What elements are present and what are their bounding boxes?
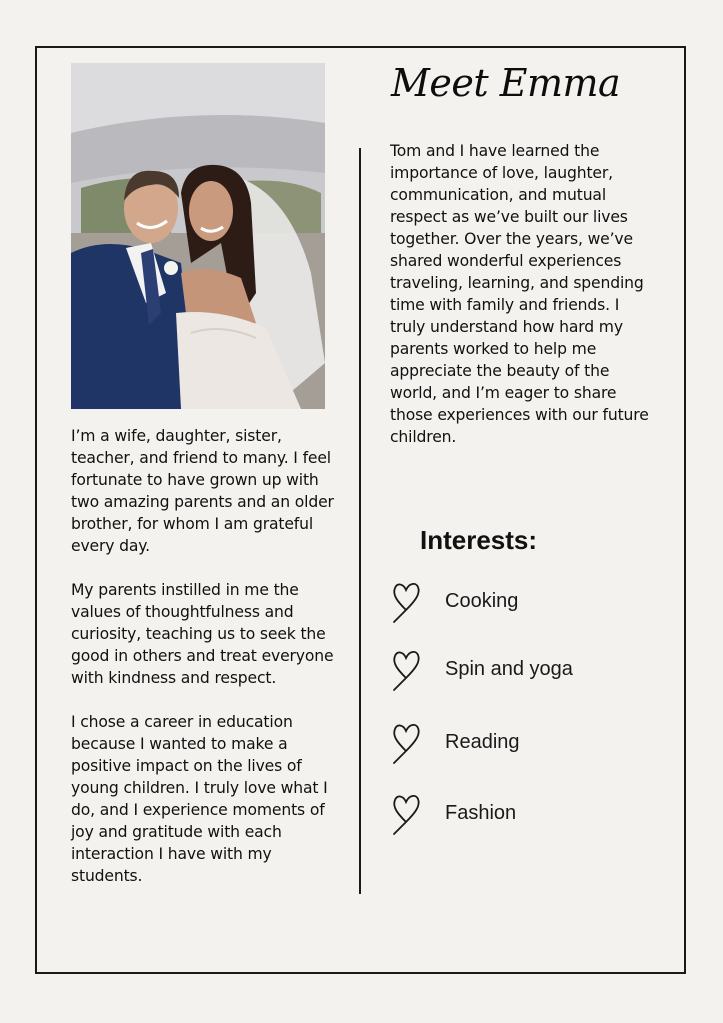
column-divider [359, 148, 361, 894]
interest-item-cooking [389, 578, 669, 634]
intro-paragraph: I’m a wife, daughter, sister, teacher, and friend to many. I feel fortunate to have grown up with two amazing parents and an older brother, for whom I am grateful every day. [71, 427, 334, 555]
heart-outline-icon [389, 578, 423, 624]
heart-outline-icon [389, 646, 423, 692]
interest-item-reading [389, 719, 669, 775]
interest-label: Fashion [445, 802, 517, 824]
heart-outline-icon [389, 719, 423, 765]
parents-paragraph: My parents instilled in me the values of thoughtfulness and curiosity, teaching us to seek the good in others and treat everyone with kindness and respect. [71, 581, 334, 687]
interest-label: Spin and yoga [445, 658, 573, 680]
interest-item-fashion [389, 790, 669, 846]
career-paragraph: I chose a career in education because I wanted to make a positive impact on the lives of young children. I truly love what I do, and I experience moments of joy and gratitude with each interaction I have with my students. [71, 713, 328, 885]
interest-item-spin-and-yoga [389, 646, 669, 702]
right-column-text [390, 140, 654, 448]
couple-photo [71, 63, 325, 409]
together-paragraph: Tom and I have learned the importance of love, laughter, communication, and mutual respect as we’ve built our lives together. Over the years, we’ve shared wonderful experiences traveling, learning, and spending time with family and friends. I truly understand how hard my parents worked to help me appreciate the beauty of the world, and I’m eager to share those experiences with our future children. [390, 142, 649, 446]
interest-label: Reading [445, 731, 520, 753]
interest-label: Cooking [445, 590, 519, 612]
left-column-text [71, 425, 335, 909]
interests-heading: Interests: [420, 525, 538, 555]
page-title: Meet Emma [391, 61, 621, 105]
heart-outline-icon [389, 790, 423, 836]
